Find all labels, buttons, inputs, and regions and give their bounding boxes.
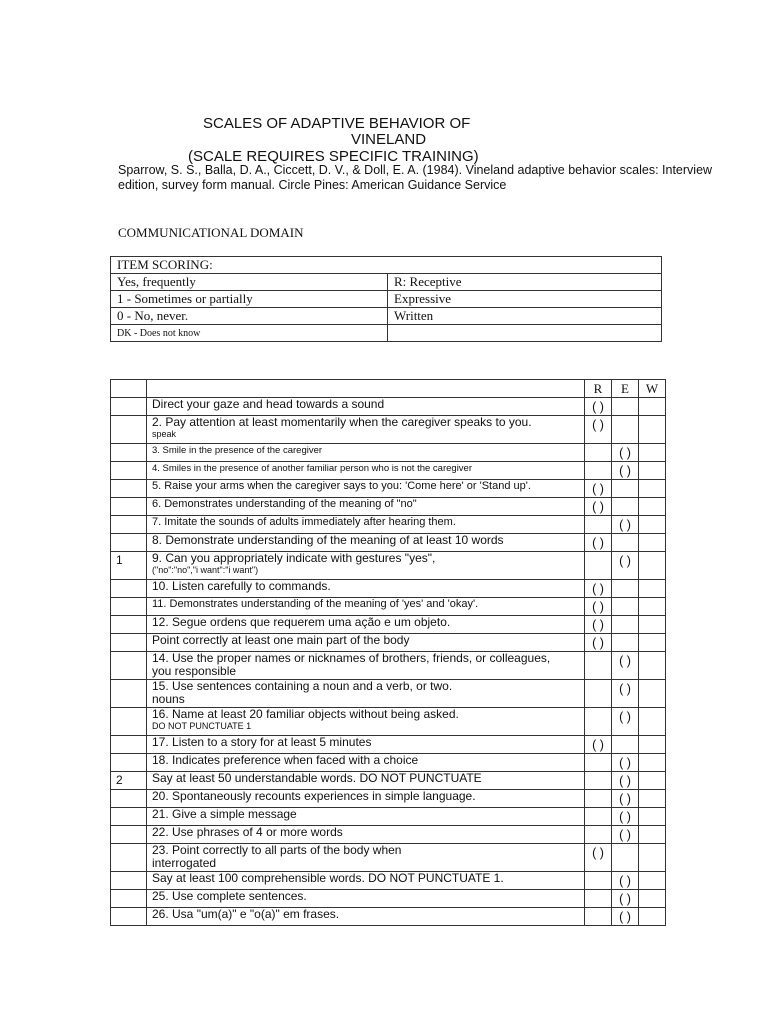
score-mark-e[interactable]: ( )	[612, 652, 639, 680]
item-text: 17. Listen to a story for at least 5 minutes	[152, 735, 372, 749]
item-text: 12. Segue ordens que requerem uma ação e um objeto.	[152, 615, 451, 629]
item-subtext: you responsible	[152, 664, 237, 678]
scoring-right: Written	[388, 308, 662, 325]
score-mark-r[interactable]: ( )	[585, 844, 612, 872]
item-description	[147, 498, 585, 516]
score-mark-r[interactable]: ( )	[585, 736, 612, 754]
age-cell	[111, 844, 147, 872]
title-line-1: SCALES OF ADAPTIVE BEHAVIOR OF	[203, 115, 471, 132]
score-cell-r	[585, 516, 612, 534]
items-table	[110, 379, 666, 926]
score-cell-e	[612, 634, 639, 652]
age-cell	[111, 598, 147, 616]
score-cell-w	[639, 844, 666, 872]
item-description	[147, 444, 585, 462]
item-text: 11. Demonstrates understanding of the meaning of 'yes' and 'okay'.	[152, 598, 479, 610]
age-cell	[111, 416, 147, 444]
item-description	[147, 534, 585, 552]
score-mark-e[interactable]: ( )	[612, 444, 639, 462]
score-mark-e[interactable]: ( )	[612, 754, 639, 772]
item-description	[147, 736, 585, 754]
item-description	[147, 708, 585, 736]
score-cell-w	[639, 790, 666, 808]
item-subtext: interrogated	[152, 856, 217, 870]
score-mark-r[interactable]: ( )	[585, 480, 612, 498]
item-description	[147, 416, 585, 444]
item-row	[111, 598, 666, 616]
age-cell	[111, 680, 147, 708]
score-cell-w	[639, 480, 666, 498]
item-text: 8. Demonstrate understanding of the meaning of at least 10 words	[152, 533, 504, 547]
item-text: 16. Name at least 20 familiar objects without being asked.	[152, 707, 459, 721]
item-text: 4. Smiles in the presence of another familiar person who is not the caregiver	[152, 463, 472, 474]
score-mark-r[interactable]: ( )	[585, 534, 612, 552]
item-row	[111, 872, 666, 890]
scoring-left: 1 - Sometimes or partially	[111, 291, 388, 308]
score-mark-e[interactable]: ( )	[612, 772, 639, 790]
score-cell-w	[639, 680, 666, 708]
score-mark-e[interactable]: ( )	[612, 872, 639, 890]
item-description	[147, 616, 585, 634]
title-line-3: (SCALE REQUIRES SPECIFIC TRAINING)	[188, 148, 479, 165]
item-subtext: speak	[152, 429, 177, 439]
item-row	[111, 516, 666, 534]
scoring-left: DK - Does not know	[111, 325, 388, 342]
item-row	[111, 844, 666, 872]
item-row	[111, 552, 666, 580]
score-cell-e	[612, 480, 639, 498]
items-header-row	[111, 380, 666, 398]
score-cell-w	[639, 772, 666, 790]
score-cell-r	[585, 652, 612, 680]
age-cell	[111, 444, 147, 462]
item-text: 2. Pay attention at least momentarily when the caregiver speaks to you.	[152, 415, 532, 429]
age-cell	[111, 398, 147, 416]
age-cell	[111, 462, 147, 480]
item-text: 23. Point correctly to all parts of the body when	[152, 843, 402, 857]
scoring-row	[111, 274, 662, 291]
item-description	[147, 772, 585, 790]
score-cell-e	[612, 598, 639, 616]
age-cell	[111, 580, 147, 598]
item-text: 6. Demonstrates understanding of the meaning of "no"	[152, 498, 417, 510]
score-cell-w	[639, 908, 666, 926]
item-row	[111, 498, 666, 516]
score-cell-w	[639, 462, 666, 480]
age-cell	[111, 808, 147, 826]
scoring-right	[388, 325, 662, 342]
item-description	[147, 652, 585, 680]
item-description	[147, 480, 585, 498]
score-mark-e[interactable]: ( )	[612, 516, 639, 534]
score-cell-e	[612, 534, 639, 552]
score-cell-w	[639, 598, 666, 616]
item-description	[147, 598, 585, 616]
item-row	[111, 790, 666, 808]
item-row	[111, 680, 666, 708]
age-cell	[111, 908, 147, 926]
score-mark-e[interactable]: ( )	[612, 552, 639, 580]
item-description	[147, 634, 585, 652]
item-text: 21. Give a simple message	[152, 807, 297, 821]
score-cell-r	[585, 708, 612, 736]
item-description	[147, 552, 585, 580]
score-mark-e[interactable]: ( )	[612, 680, 639, 708]
item-row	[111, 398, 666, 416]
score-cell-r	[585, 808, 612, 826]
score-cell-w	[639, 580, 666, 598]
item-row	[111, 534, 666, 552]
score-cell-w	[639, 552, 666, 580]
score-cell-r	[585, 890, 612, 908]
score-cell-w	[639, 826, 666, 844]
scoring-right: Expressive	[388, 291, 662, 308]
item-row	[111, 416, 666, 444]
item-description	[147, 680, 585, 708]
age-cell	[111, 736, 147, 754]
item-row	[111, 708, 666, 736]
scoring-left: 0 - No, never.	[111, 308, 388, 325]
item-text: 26. Usa "um(a)" e "o(a)" em frases.	[152, 907, 340, 921]
item-text: 10. Listen carefully to commands.	[152, 579, 331, 593]
score-cell-e	[612, 580, 639, 598]
score-cell-r	[585, 908, 612, 926]
item-description	[147, 808, 585, 826]
score-mark-r[interactable]: ( )	[585, 598, 612, 616]
score-cell-r	[585, 790, 612, 808]
item-description	[147, 890, 585, 908]
item-subtext: ("no":"no","i want":"i want")	[152, 565, 259, 575]
item-row	[111, 444, 666, 462]
item-description	[147, 872, 585, 890]
scoring-row	[111, 325, 662, 342]
score-cell-w	[639, 516, 666, 534]
item-description	[147, 516, 585, 534]
score-cell-w	[639, 416, 666, 444]
score-mark-e[interactable]: ( )	[612, 908, 639, 926]
item-description	[147, 754, 585, 772]
item-row	[111, 480, 666, 498]
age-cell	[111, 708, 147, 736]
score-mark-e[interactable]: ( )	[612, 826, 639, 844]
column-w-header: W	[639, 380, 666, 398]
score-cell-r	[585, 872, 612, 890]
column-e-header: E	[612, 380, 639, 398]
scoring-row	[111, 308, 662, 325]
age-cell	[111, 790, 147, 808]
age-cell	[111, 498, 147, 516]
item-description	[147, 844, 585, 872]
age-cell	[111, 516, 147, 534]
score-cell-r	[585, 772, 612, 790]
score-cell-r	[585, 444, 612, 462]
item-text: Say at least 50 understandable words. DO NOT PUNCTUATE	[152, 771, 482, 785]
score-cell-w	[639, 890, 666, 908]
item-text: 15. Use sentences containing a noun and a verb, or two.	[152, 679, 453, 693]
score-cell-w	[639, 708, 666, 736]
age-cell	[111, 534, 147, 552]
score-mark-e[interactable]: ( )	[612, 708, 639, 736]
age-cell	[111, 634, 147, 652]
score-cell-r	[585, 680, 612, 708]
score-cell-w	[639, 616, 666, 634]
item-row	[111, 736, 666, 754]
score-cell-e	[612, 844, 639, 872]
age-cell	[111, 616, 147, 634]
item-row	[111, 580, 666, 598]
item-row	[111, 652, 666, 680]
score-cell-w	[639, 498, 666, 516]
score-mark-r[interactable]: ( )	[585, 616, 612, 634]
score-mark-r[interactable]: ( )	[585, 398, 612, 416]
item-text: 20. Spontaneously recounts experiences in simple language.	[152, 789, 476, 803]
item-text: 25. Use complete sentences.	[152, 889, 307, 903]
age-cell: 2	[111, 772, 147, 790]
item-text: 18. Indicates preference when faced with a choice	[152, 753, 419, 767]
scoring-right: R: Receptive	[388, 274, 662, 291]
score-cell-w	[639, 534, 666, 552]
score-cell-r	[585, 552, 612, 580]
score-cell-r	[585, 754, 612, 772]
score-cell-w	[639, 754, 666, 772]
age-cell: 1	[111, 552, 147, 580]
item-row	[111, 826, 666, 844]
title-line-2: VINELAND	[351, 131, 427, 148]
item-subtext: nouns	[152, 692, 185, 706]
item-row	[111, 772, 666, 790]
scoring-heading: ITEM SCORING:	[111, 257, 662, 274]
score-cell-w	[639, 398, 666, 416]
score-mark-e[interactable]: ( )	[612, 790, 639, 808]
age-cell	[111, 754, 147, 772]
item-description	[147, 398, 585, 416]
score-cell-r	[585, 826, 612, 844]
item-text: Say at least 100 comprehensible words. DO NOT PUNCTUATE 1.	[152, 871, 504, 885]
age-cell	[111, 872, 147, 890]
item-row	[111, 890, 666, 908]
score-mark-r[interactable]: ( )	[585, 498, 612, 516]
item-description	[147, 580, 585, 598]
item-description	[147, 462, 585, 480]
item-description	[147, 908, 585, 926]
item-subtext: DO NOT PUNCTUATE 1	[152, 721, 252, 731]
score-mark-r[interactable]: ( )	[585, 416, 612, 444]
item-text: 5. Raise your arms when the caregiver says to you: 'Come here' or 'Stand up'.	[152, 480, 531, 492]
age-cell	[111, 826, 147, 844]
item-row	[111, 808, 666, 826]
citation: Sparrow, S. S., Balla, D. A., Ciccett, D. V., & Doll, E. A. (1984). Vineland adaptive behavior scales: Interview edition, survey form manual. Circle Pines: American Guidance Service	[118, 163, 713, 192]
item-text: Point correctly at least one main part of the body	[152, 633, 410, 647]
item-row	[111, 754, 666, 772]
score-cell-e	[612, 416, 639, 444]
section-title: COMMUNICATIONAL DOMAIN	[118, 225, 304, 240]
item-row	[111, 634, 666, 652]
item-text: 14. Use the proper names or nicknames of brothers, friends, or colleagues,	[152, 651, 551, 665]
item-row	[111, 616, 666, 634]
score-cell-e	[612, 398, 639, 416]
score-mark-e[interactable]: ( )	[612, 808, 639, 826]
score-cell-w	[639, 808, 666, 826]
item-description	[147, 826, 585, 844]
score-cell-w	[639, 444, 666, 462]
item-text: 7. Imitate the sounds of adults immediately after hearing them.	[152, 516, 456, 528]
score-cell-w	[639, 736, 666, 754]
desc-header-cell	[147, 380, 585, 398]
item-text: 22. Use phrases of 4 or more words	[152, 825, 343, 839]
scoring-table	[110, 256, 662, 342]
age-cell	[111, 652, 147, 680]
age-header-cell	[111, 380, 147, 398]
score-mark-r[interactable]: ( )	[585, 634, 612, 652]
score-cell-w	[639, 634, 666, 652]
score-cell-w	[639, 652, 666, 680]
score-mark-r[interactable]: ( )	[585, 580, 612, 598]
item-text: Direct your gaze and head towards a sound	[152, 397, 385, 411]
item-text: 9. Can you appropriately indicate with gestures "yes",	[152, 551, 436, 565]
score-cell-w	[639, 872, 666, 890]
item-row	[111, 908, 666, 926]
score-cell-e	[612, 736, 639, 754]
age-cell	[111, 480, 147, 498]
scoring-row	[111, 291, 662, 308]
scoring-left: Yes, frequently	[111, 274, 388, 291]
score-cell-r	[585, 462, 612, 480]
score-cell-e	[612, 616, 639, 634]
age-cell	[111, 890, 147, 908]
item-text: 3. Smile in the presence of the caregiver	[152, 445, 323, 456]
item-description	[147, 790, 585, 808]
score-mark-e[interactable]: ( )	[612, 890, 639, 908]
item-row	[111, 462, 666, 480]
score-mark-e[interactable]: ( )	[612, 462, 639, 480]
column-r-header: R	[585, 380, 612, 398]
score-cell-e	[612, 498, 639, 516]
